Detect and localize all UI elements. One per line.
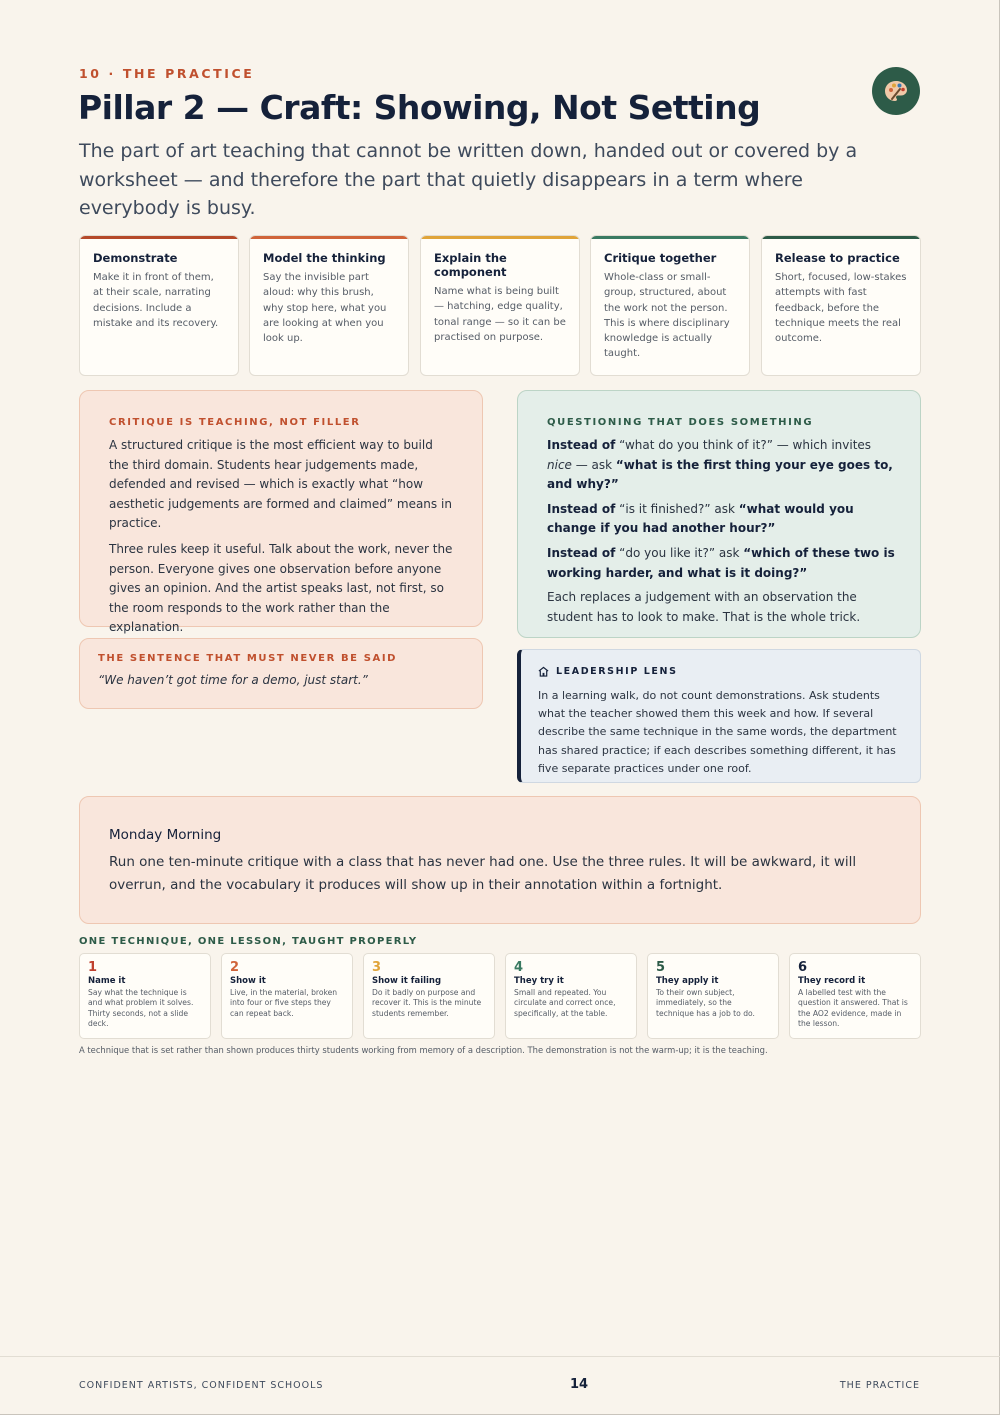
technique-card [647, 953, 779, 1039]
step-card-accent [590, 235, 750, 239]
question-lead: Instead of [547, 501, 616, 516]
technique-number: 4 [514, 960, 524, 975]
leadership-lens-panel [517, 649, 921, 783]
step-card [420, 235, 580, 376]
questioning-label: QUESTIONING THAT DOES SOMETHING [547, 417, 814, 428]
critique-panel [79, 390, 483, 635]
step-card-body: Make it in front of them, at their scale, narrating decisions. Include a mistake and its recovery. [93, 272, 219, 329]
step-card-body: Whole-class or small-group, structured, about the work not the person. This is where disciplinary knowledge is actually taught. [604, 272, 730, 360]
technique-card [221, 953, 353, 1039]
lens-label: LEADERSHIP LENS [556, 666, 678, 677]
question-text: “is it finished?” ask [615, 501, 739, 516]
building-icon [538, 662, 549, 681]
critique-paragraph: Three rules keep it useful. Talk about the work, never the person. Everyone gives one observation before anyone gives an opinion. And the artist speaks last, not first, so the room responds to the work rather than the explanation. [109, 541, 453, 635]
monday-morning-panel [79, 796, 921, 924]
technique-title: Show it [230, 976, 266, 986]
technique-number: 1 [88, 960, 98, 975]
step-card-body: Say the invisible part aloud: why this brush, why stop here, what you are looking at when you look up. [263, 272, 387, 345]
question-lead: Instead of [547, 545, 616, 560]
page-number: 14 [570, 1377, 589, 1392]
technique-body: A labelled test with the question it answered. That is the AO2 evidence, made in the lesson. [798, 988, 908, 1028]
step-card [590, 235, 750, 376]
step-card-accent [761, 235, 921, 239]
technique-body: Do it badly on purpose and recover it. This is the minute students remember. [372, 988, 482, 1018]
step-card-body: Short, focused, low-stakes attempts with fast feedback, before the technique meets the real outcome. [775, 272, 907, 345]
step-card-body: Name what is being built — hatching, edge quality, tonal range — so it can be practised on purpose. [434, 286, 566, 343]
technique-title: They apply it [656, 976, 719, 986]
question-text: “what do you think of it?” — which invites [615, 438, 872, 452]
technique-title: They record it [798, 976, 866, 986]
technique-card [505, 953, 637, 1039]
question-text: “do you like it?” ask [615, 545, 744, 560]
critique-label: CRITIQUE IS TEACHING, NOT FILLER [109, 417, 361, 428]
never-say-quote: “We haven’t got time for a demo, just start.” [98, 673, 368, 687]
technique-body: Live, in the material, broken into four or five steps they can repeat back. [230, 988, 338, 1018]
step-card-accent [249, 235, 409, 239]
technique-title: Name it [88, 976, 126, 986]
question-alternative: “what would you change if you had another hour?” [547, 501, 854, 536]
questioning-panel [517, 390, 921, 638]
step-cards-row [79, 235, 921, 376]
footer-section: THE PRACTICE [839, 1380, 920, 1391]
step-card-accent [79, 235, 239, 239]
question-item [547, 500, 896, 539]
technique-title: They try it [514, 976, 564, 986]
monday-title: Monday Morning [109, 827, 222, 843]
technique-number: 2 [230, 960, 240, 975]
question-item [547, 544, 896, 583]
technique-title: Show it failing [372, 976, 442, 986]
never-say-label: THE SENTENCE THAT MUST NEVER BE SAID [98, 653, 398, 664]
technique-card [789, 953, 921, 1039]
step-card [79, 235, 239, 376]
questioning-closing: Each replaces a judgement with an observation the student has to look to make. That is the whole trick. [547, 590, 861, 624]
technique-body: Small and repeated. You circulate and correct once, specifically, at the table. [514, 988, 616, 1018]
question-item [547, 436, 896, 495]
question-emphasis: nice [547, 457, 572, 472]
step-card-title: Demonstrate [93, 251, 178, 265]
page-title: Pillar 2 — Craft: Showing, Not Setting [78, 88, 761, 127]
footer-divider [0, 1356, 1000, 1357]
technique-body: To their own subject, immediately, so the technique has a job to do. [656, 988, 755, 1018]
monday-body: Run one ten-minute critique with a class that has never had one. Use the three rules. It will be awkward, it will overrun, and the vocabulary it produces will show up in their annotation within a fortnight. [109, 854, 857, 893]
step-card-title: Model the thinking [263, 251, 386, 265]
technique-card [363, 953, 495, 1039]
step-card [249, 235, 409, 376]
footer-publication: CONFIDENT ARTISTS, CONFIDENT SCHOOLS [79, 1380, 324, 1391]
lens-body: In a learning walk, do not count demonstrations. Ask students what the teacher showed them this week and how. If several describe the same technique in the same words, the department has shared practice; if each describes something different, it has five separate practices under one roof. [538, 689, 897, 775]
technique-number: 5 [656, 960, 666, 975]
technique-number: 3 [372, 960, 382, 975]
technique-cards-row [79, 953, 921, 1039]
critique-paragraph: A structured critique is the most efficient way to build the third domain. Students hear judgements made, defended and revised — which is exactly what “how aesthetic judgements are formed and claimed” means in practice. [109, 438, 452, 531]
technique-body: Say what the technique is and what problem it solves. Thirty seconds, not a slide deck. [88, 988, 194, 1028]
page-subtitle: The part of art teaching that cannot be written down, handed out or covered by a worksheet — and therefore the part that quietly disappears in a term where everybody is busy. [79, 140, 858, 219]
step-card-title: Critique together [604, 251, 717, 265]
question-text: — ask [571, 457, 616, 472]
step-card-title: Explain the component [434, 251, 507, 279]
step-card [761, 235, 921, 376]
section-eyebrow: 10 · THE PRACTICE [79, 66, 255, 81]
palette-icon [872, 67, 920, 115]
lens-header [538, 662, 902, 681]
never-say-panel [79, 638, 483, 709]
question-lead: Instead of [547, 438, 616, 452]
technique-heading: ONE TECHNIQUE, ONE LESSON, TAUGHT PROPERLY [79, 936, 418, 947]
technique-card [79, 953, 211, 1039]
step-card-title: Release to practice [775, 251, 900, 265]
technique-number: 6 [798, 960, 808, 975]
question-alternative: “which of these two is working harder, and what is it doing?” [547, 545, 895, 580]
technique-footnote: A technique that is set rather than shown produces thirty students working from memory of a description. The demonstration is not the warm-up; it is the teaching. [79, 1045, 768, 1055]
step-card-accent [420, 235, 580, 239]
question-alternative: “what is the first thing your eye goes to, and why?” [547, 457, 893, 492]
